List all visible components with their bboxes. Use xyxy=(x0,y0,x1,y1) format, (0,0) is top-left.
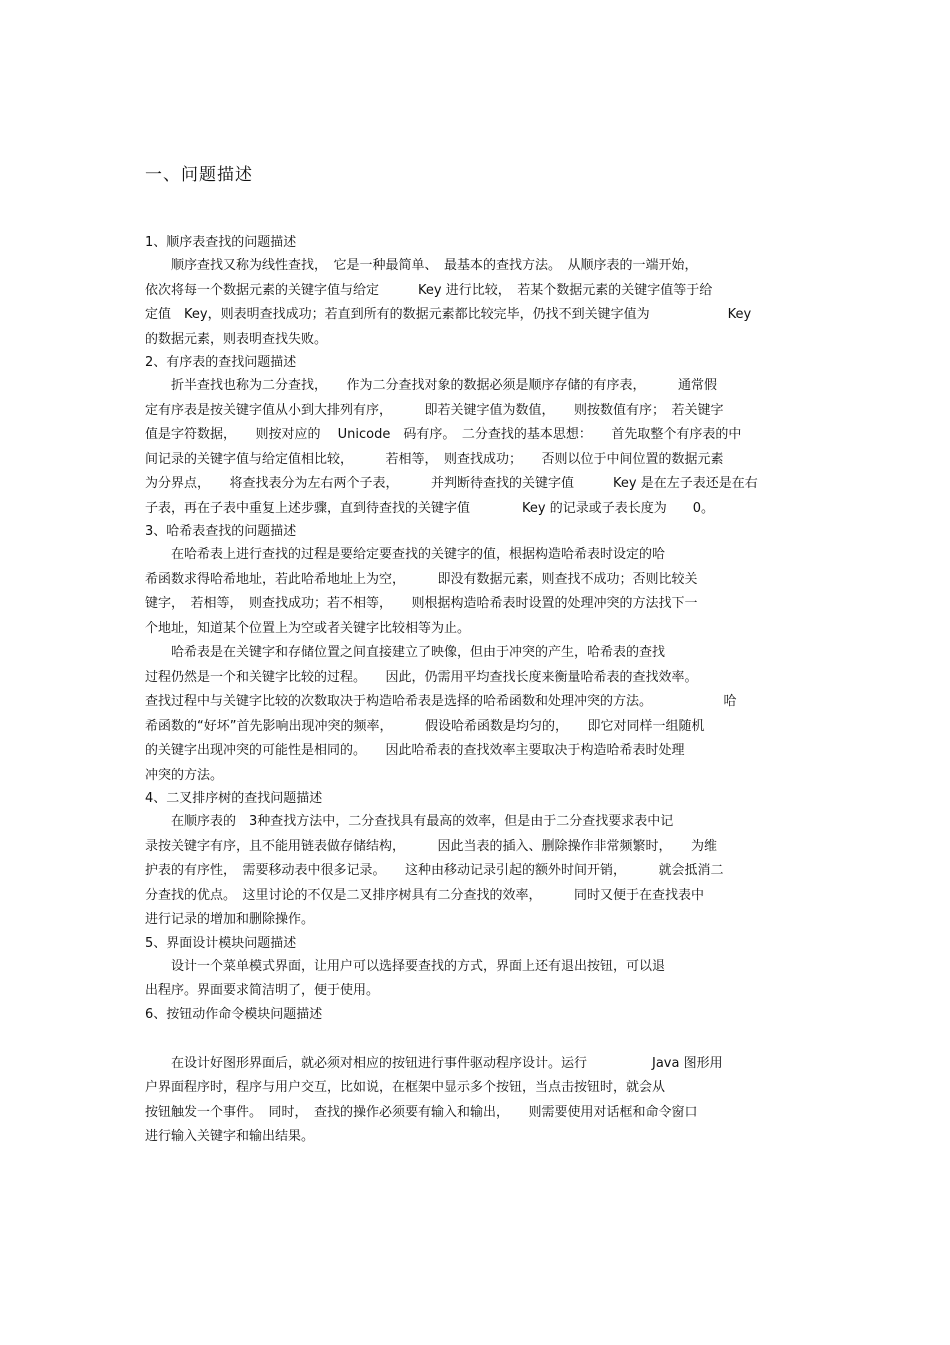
paragraph-line: 在设计好图形界面后，就必须对相应的按钮进行事件驱动程序设计。运行 Java 图形用 xyxy=(145,1055,723,1071)
paragraph-line: 值是字符数据， 则按对应的 Unicode 码有序。 二分查找的基本思想： 首先取整个有序表的中 xyxy=(145,427,742,442)
page-title: 一、问题描述 xyxy=(145,165,253,185)
paragraph-line: 进行记录的增加和删除操作。 xyxy=(145,912,315,927)
paragraph-line: 过程仍然是一个和关键字比较的过程。 因此，仍需用平均查找长度来衡量哈希表的查找效率。 xyxy=(145,669,698,685)
section-2 xyxy=(145,352,810,521)
section-5 xyxy=(145,933,810,1004)
section-heading: 6、按钮动作命令模块问题描述 xyxy=(145,1006,323,1022)
section-heading: 4、二叉排序树的查找问题描述 xyxy=(145,791,323,806)
paragraph-line: 在顺序表的 3种查找方法中，二分查找具有最高的效率，但是由于二分查找要求表中记 xyxy=(145,814,674,829)
paragraph-line: 冲突的方法。 xyxy=(145,767,224,783)
paragraph-line: 依次将每一个数据元素的关键字值与给定 Key 进行比较， 若某个数据元素的关键字值等于给 xyxy=(145,282,713,298)
paragraph-line: 折半查找也称为二分查找， 作为二分查找对象的数据必须是顺序存储的有序表， 通常假 xyxy=(145,378,718,393)
section-heading: 3、哈希表查找的问题描述 xyxy=(145,524,297,539)
section-3 xyxy=(145,521,810,788)
paragraph-line: 出程序。界面要求简洁明了，便于使用。 xyxy=(145,983,380,998)
paragraph-line: 哈希表是在关键字和存储位置之间直接建立了映像，但由于冲突的产生，哈希表的查找 xyxy=(145,645,666,660)
paragraph-line: 查找过程中与关键字比较的次数取决于构造哈希表是选择的哈希函数和处理冲突的方法。 哈 xyxy=(145,694,737,709)
paragraph-line: 在哈希表上进行查找的过程是要给定要查找的关键字的值，根据构造哈希表时设定的哈 xyxy=(145,547,666,562)
paragraph-line: 希函数求得哈希地址，若此哈希地址上为空， 即没有数据元素，则查找不成功；否则比较关 xyxy=(145,571,698,587)
paragraph-line: 分查找的优点。 这里讨论的不仅是二叉排序树具有二分查找的效率， 同时又便于在查找表中 xyxy=(145,887,705,903)
paragraph-line: 间记录的关键字值与给定值相比较， 若相等， 则查找成功； 否则以位于中间位置的数据元素 xyxy=(145,451,724,467)
paragraph-line: 键字， 若相等， 则查找成功；若不相等， 则根据构造哈希表时设置的处理冲突的方法找下一 xyxy=(145,596,698,611)
paragraph-line: 的关键字出现冲突的可能性是相同的。 因此哈希表的查找效率主要取决于构造哈希表时处理 xyxy=(145,743,685,758)
paragraph-line: 户界面程序时，程序与用户交互，比如说，在框架中显示多个按钮，当点击按钮时，就会从 xyxy=(145,1080,666,1095)
paragraph-line: 的数据元素，则表明查找失败。 xyxy=(145,331,328,347)
section-1 xyxy=(145,232,810,352)
paragraph-line: 设计一个菜单模式界面，让用户可以选择要查找的方式，界面上还有退出按钮，可以退 xyxy=(145,958,666,974)
document-body xyxy=(145,232,810,1150)
paragraph-line: 录按关键字有序，且不能用链表做存储结构， 因此当表的插入、删除操作非常频繁时， 为维 xyxy=(145,838,718,854)
paragraph-line: 个地址，知道某个位置上为空或者关键字比较相等为止。 xyxy=(145,620,471,636)
section-6 xyxy=(145,1004,810,1150)
paragraph-line: 按钮触发一个事件。 同时， 查找的操作必须要有输入和输出， 则需要使用对话框和命令窗口 xyxy=(145,1104,698,1120)
paragraph-line: 希函数的“好坏”首先影响出现冲突的频率， 假设哈希函数是均匀的， 即它对同样一组随机 xyxy=(145,718,705,734)
paragraph-line: 定值 Key，则表明查找成功；若直到所有的数据元素都比较完毕，仍找不到关键字值为 Key xyxy=(145,307,752,322)
section-heading: 1、顺序表查找的问题描述 xyxy=(145,235,297,250)
paragraph-line: 子表，再在子表中重复上述步骤，直到待查找的关键字值 Key 的记录或子表长度为 0。 xyxy=(145,500,714,516)
blank-gap xyxy=(145,1026,810,1052)
paragraph-line: 进行输入关键字和输出结果。 xyxy=(145,1129,315,1144)
paragraph-line: 定有序表是按关键字值从小到大排列有序， 即若关键字值为数值， 则按数值有序； 若关键字 xyxy=(145,402,724,418)
paragraph-line: 为分界点， 将查找表分为左右两个子表， 并判断待查找的关键字值 Key 是在左子表还是在右 xyxy=(145,476,758,491)
paragraph-line: 护表的有序性， 需要移动表中很多记录。 这种由移动记录引起的额外时间开销， 就会抵消二 xyxy=(145,863,724,878)
section-4 xyxy=(145,788,810,933)
paragraph-line: 顺序查找又称为线性查找， 它是一种最简单、 最基本的查找方法。 从顺序表的一端开始， xyxy=(145,258,698,273)
section-heading: 2、有序表的查找问题描述 xyxy=(145,355,297,370)
section-heading: 5、界面设计模块问题描述 xyxy=(145,935,297,951)
